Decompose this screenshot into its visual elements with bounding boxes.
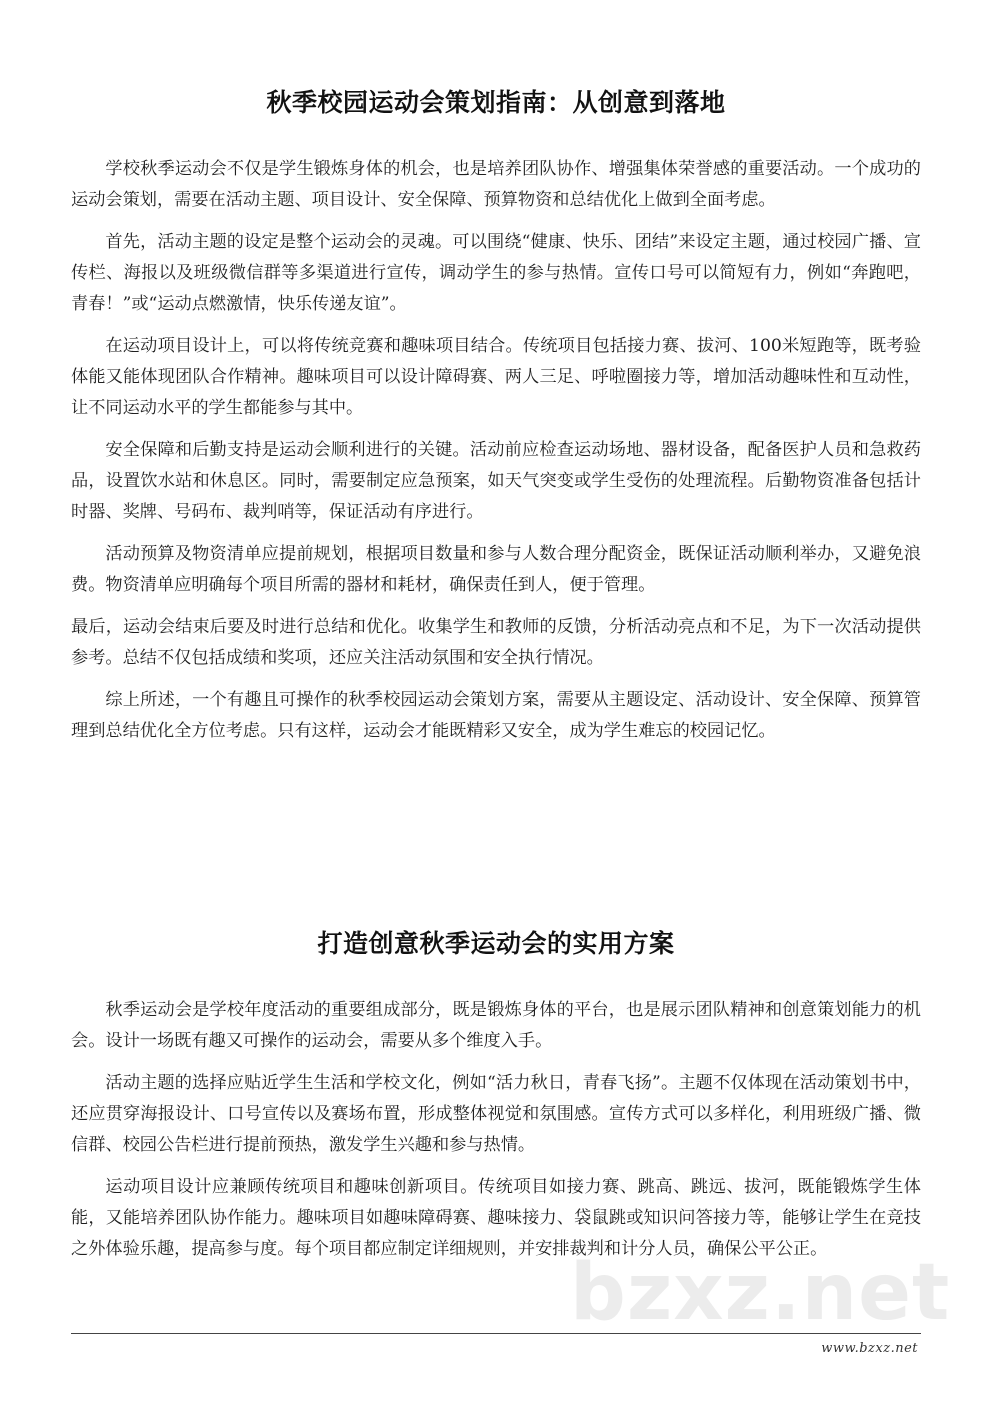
paragraph: 活动预算及物资清单应提前规划，根据项目数量和参与人数合理分配资金，既保证活动顺利举办，又避免浪费。物资清单应明确每个项目所需的器材和耗材，确保责任到人，便于管理。 <box>71 544 921 595</box>
watermark: bzxz.net <box>570 1248 951 1338</box>
section-2-title: 打造创意秋季运动会的实用方案 <box>317 929 675 958</box>
paragraph: 活动主题的选择应贴近学生生活和学校文化，例如“活力秋日，青春飞扬”。主题不仅体现在活动策划书中，还应贯穿海报设计、口号宣传以及赛场布置，形成整体视觉和氛围感。宣传方式可以多样化，利用班级广播、微信群、校园公告栏进行提前预热，激发学生兴趣和参与热情。 <box>71 1073 921 1155</box>
article-section-1 <box>71 85 921 758</box>
paragraph: 综上所述，一个有趣且可操作的秋季校园运动会策划方案，需要从主题设定、活动设计、安全保障、预算管理到总结优化全方位考虑。只有这样，运动会才能既精彩又安全，成为学生难忘的校园记忆。 <box>71 690 921 741</box>
paragraph: 在运动项目设计上，可以将传统竞赛和趣味项目结合。传统项目包括接力赛、拔河、100米短跑等，既考验体能又能体现团队合作精神。趣味项目可以设计障碍赛、两人三足、呼啦圈接力等，增加活动趣味性和互动性，让不同运动水平的学生都能参与其中。 <box>71 336 921 418</box>
footer-url: www.bzxz.net <box>821 1341 918 1356</box>
paragraph: 首先，活动主题的设定是整个运动会的灵魂。可以围绕“健康、快乐、团结”来设定主题，通过校园广播、宣传栏、海报以及班级微信群等多渠道进行宣传，调动学生的参与热情。宣传口号可以简短有力，例如“奔跑吧，青春！”或“运动点燃激情，快乐传递友谊”。 <box>71 232 921 314</box>
footer-divider <box>71 1333 921 1334</box>
paragraph: 运动项目设计应兼顾传统项目和趣味创新项目。传统项目如接力赛、跳高、跳远、拔河，既能锻炼学生体能，又能培养团队协作能力。趣味项目如趣味障碍赛、趣味接力、袋鼠跳或知识问答接力等，能够让学生在竞技之外体验乐趣，提高参与度。每个项目都应制定详细规则，并安排裁判和计分人员，确保公平公正。 <box>71 1177 921 1259</box>
paragraph: 安全保障和后勤支持是运动会顺利进行的关键。活动前应检查运动场地、器材设备，配备医护人员和急救药品，设置饮水站和休息区。同时，需要制定应急预案，如天气突变或学生受伤的处理流程。后勤物资准备包括计时器、奖牌、号码布、裁判哨等，保证活动有序进行。 <box>71 440 921 522</box>
paragraph: 学校秋季运动会不仅是学生锻炼身体的机会，也是培养团队协作、增强集体荣誉感的重要活动。一个成功的运动会策划，需要在活动主题、项目设计、安全保障、预算物资和总结优化上做到全面考虑。 <box>71 159 921 210</box>
paragraph: 最后，运动会结束后要及时进行总结和优化。收集学生和教师的反馈，分析活动亮点和不足，为下一次活动提供参考。总结不仅包括成绩和奖项，还应关注活动氛围和安全执行情况。 <box>71 617 921 668</box>
section-1-title: 秋季校园运动会策划指南：从创意到落地 <box>266 88 726 117</box>
article-section-2 <box>71 926 921 1276</box>
paragraph: 秋季运动会是学校年度活动的重要组成部分，既是锻炼身体的平台，也是展示团队精神和创意策划能力的机会。设计一场既有趣又可操作的运动会，需要从多个维度入手。 <box>71 1000 921 1051</box>
